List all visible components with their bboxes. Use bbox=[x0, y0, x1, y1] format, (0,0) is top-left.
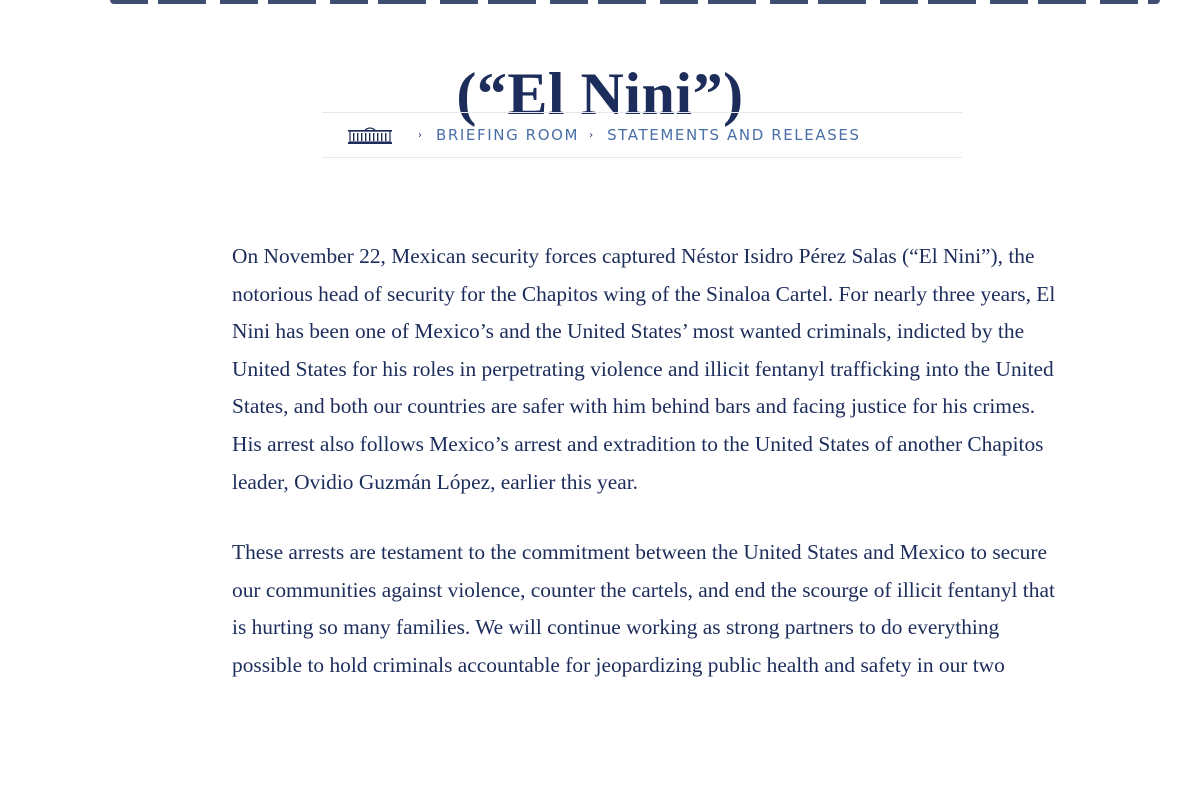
breadcrumb-briefing-room[interactable]: BRIEFING ROOM bbox=[436, 126, 580, 144]
breadcrumb bbox=[322, 112, 962, 158]
headline-cutoff bbox=[110, 0, 1160, 4]
chevron-right-icon: › bbox=[589, 129, 594, 141]
breadcrumb-statements-and-releases[interactable]: STATEMENTS AND RELEASES bbox=[607, 126, 861, 144]
page-title: (“El Nini”) bbox=[456, 61, 744, 128]
white-house-icon[interactable] bbox=[346, 125, 394, 145]
article-paragraph: These arrests are testament to the commitment between the United States and Mexico to secure our communities against violence, counter the cartels, and end the scourge of illicit fentanyl that is hurting so many families. We will continue working as strong partners to do everything possible to hold criminals accountable for jeopardizing public health and safety in our two bbox=[232, 540, 1055, 677]
chevron-right-icon: › bbox=[418, 129, 422, 141]
article-body bbox=[232, 238, 1062, 718]
article-paragraph: On November 22, Mexican security forces captured Néstor Isidro Pérez Salas (“El Nini”), the notorious head of security for the Chapitos wing of the Sinaloa Cartel. For nearly three years, El Nini has been one of Mexico’s and the United States’ most wanted criminals, indicted by the United States for his roles in perpetrating violence and illicit fentanyl trafficking into the United States, and both our countries are safer with him behind bars and facing justice for his crimes. His arrest also follows Mexico’s arrest and extradition to the United States of another Chapitos leader, Ovidio Guzmán López, earlier this year. bbox=[232, 244, 1056, 494]
